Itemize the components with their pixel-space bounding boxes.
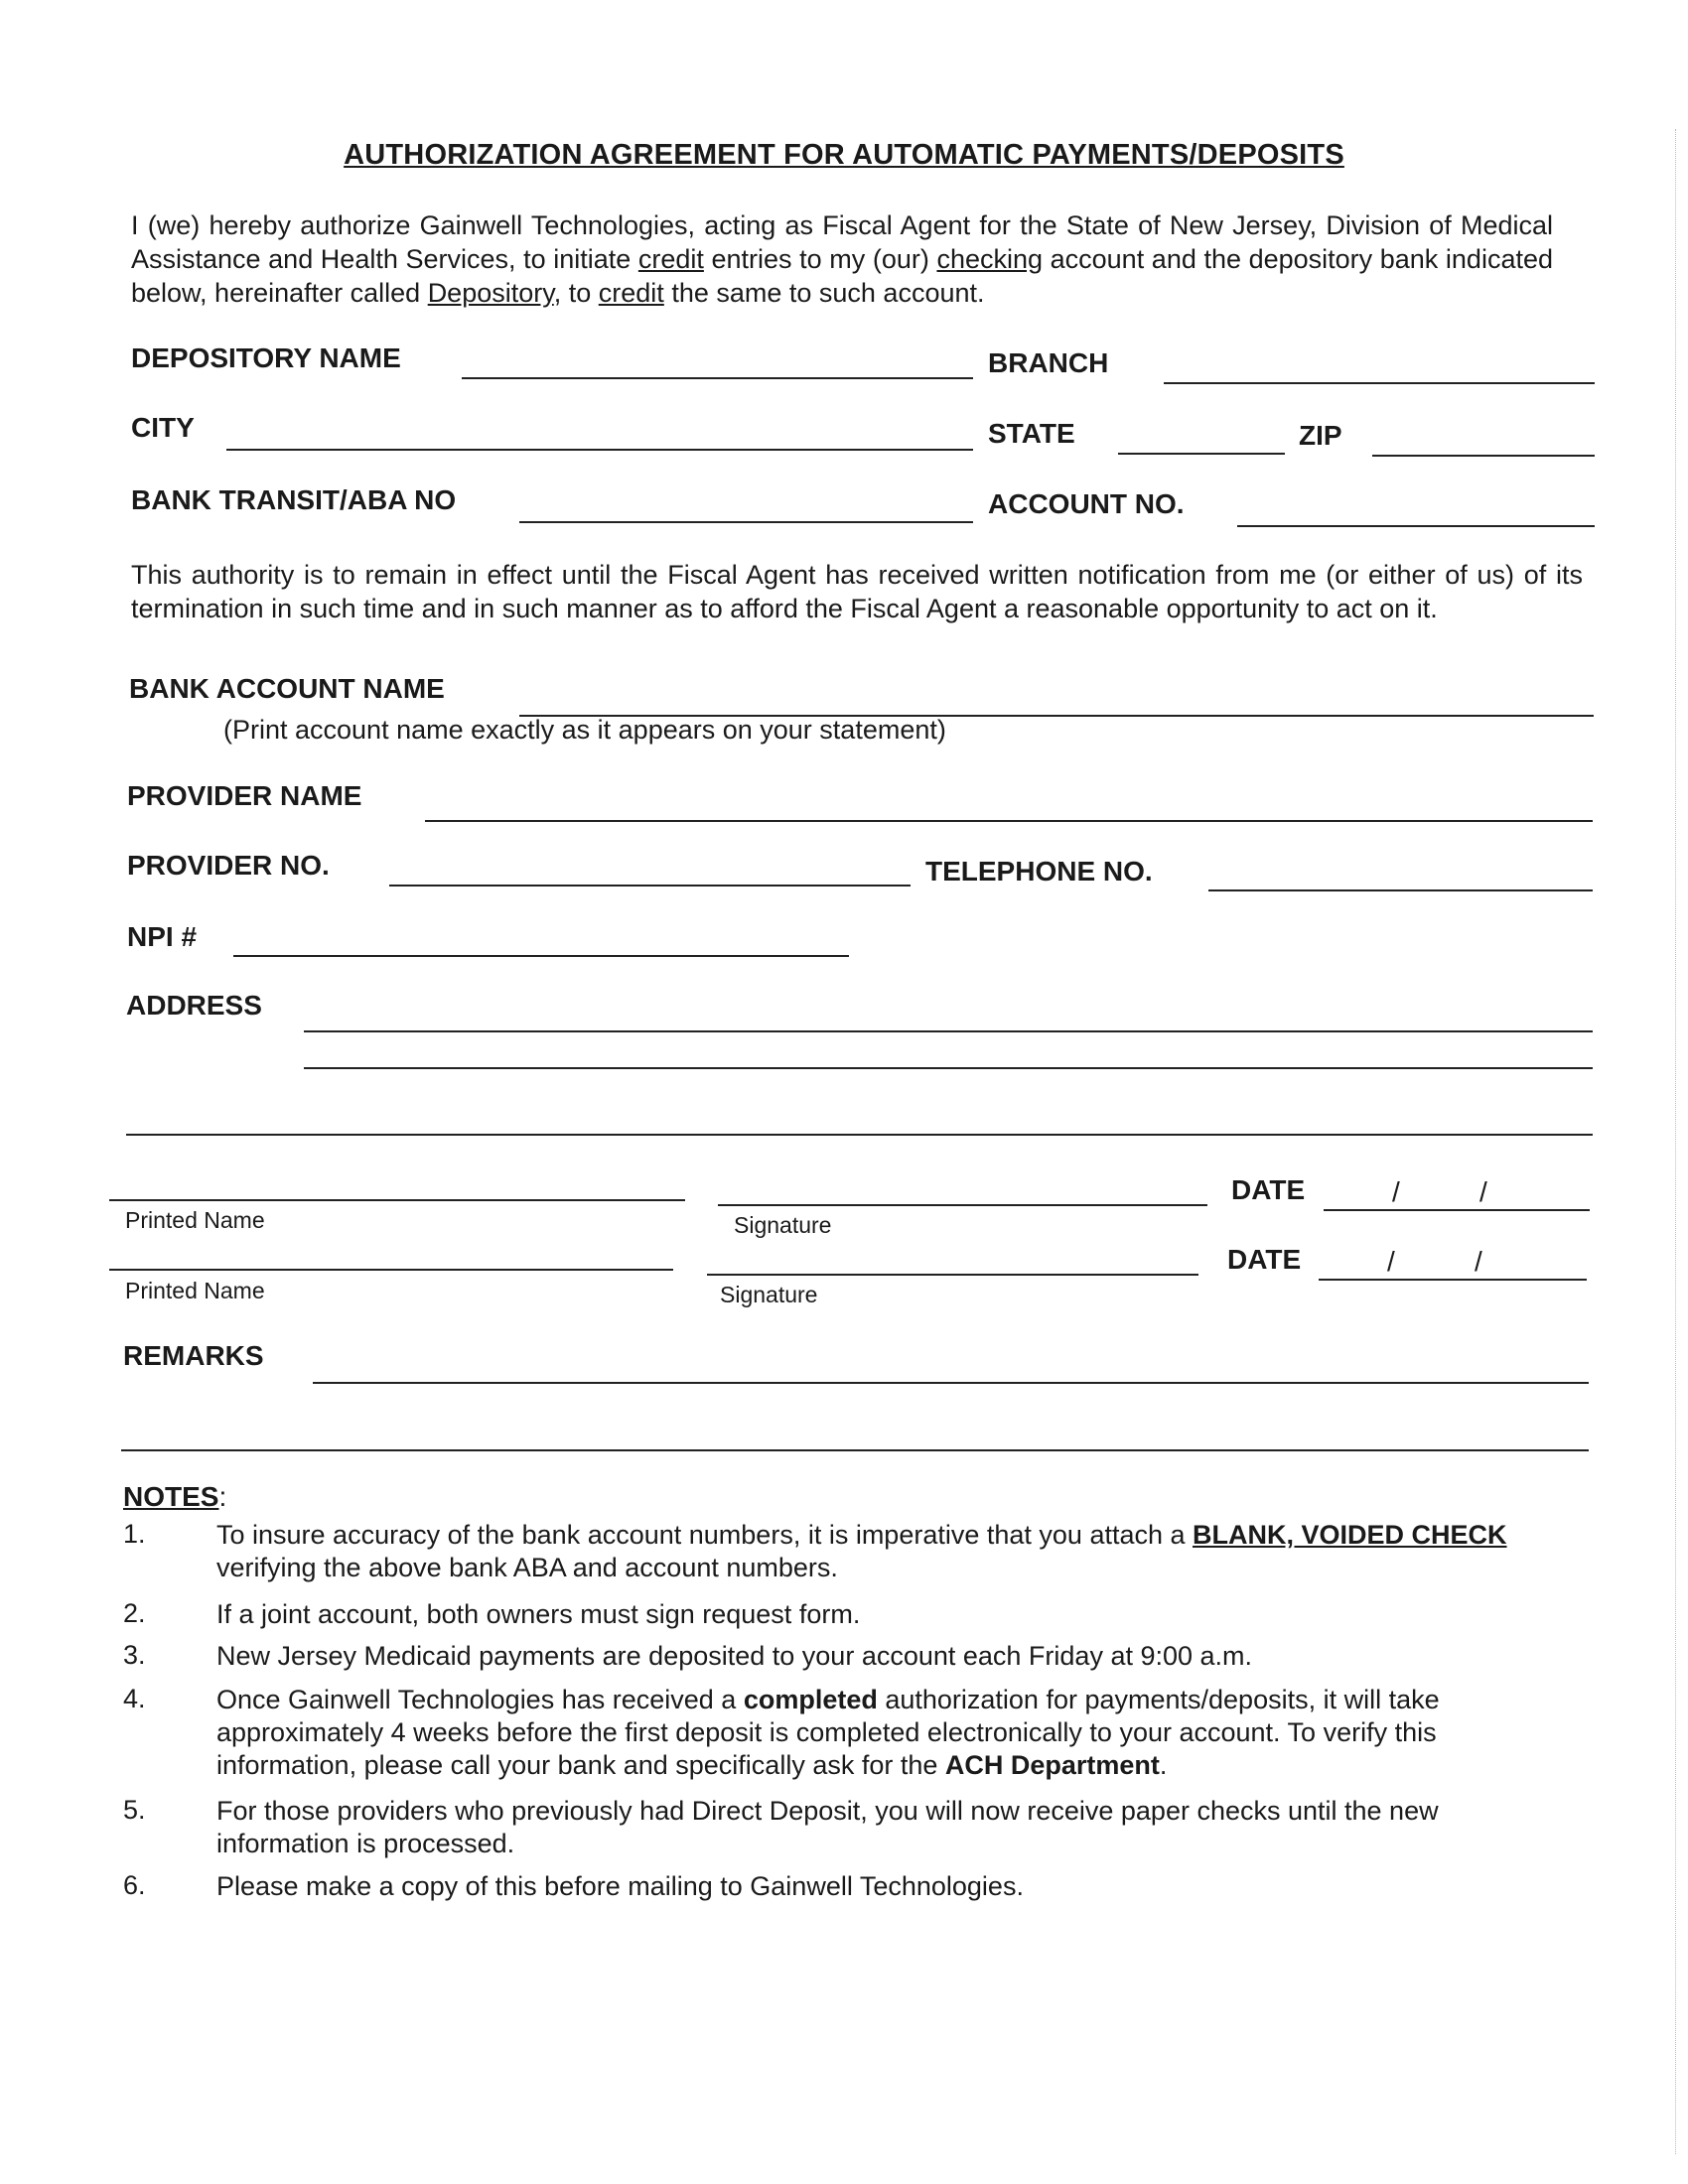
date-slash: / [1387, 1246, 1395, 1277]
date-slash: / [1475, 1246, 1482, 1277]
printed-name-label-2: Printed Name [125, 1278, 265, 1303]
form-title: AUTHORIZATION AGREEMENT FOR AUTOMATIC PAYMENTS/DEPOSITS [344, 139, 1344, 171]
note-number: 1. [123, 1519, 146, 1549]
address-line-3[interactable] [126, 1134, 1593, 1136]
signature-label-1: Signature [734, 1212, 832, 1238]
note-item-2: If a joint account, both owners must sign request form. [216, 1599, 861, 1629]
printed-name-field-1[interactable] [109, 1199, 685, 1201]
note-number: 3. [123, 1640, 146, 1670]
npi-label: NPI # [127, 921, 198, 952]
depository-name-field[interactable] [462, 377, 973, 379]
date-slash: / [1392, 1176, 1400, 1207]
authority-paragraph: This authority is to remain in effect until the Fiscal Agent has received written notification from me (or either of us) of its termination in such time and in such manner as to afford the Fiscal Agent a reasonable opportunity to act on it. [131, 560, 1583, 623]
remarks-line-2[interactable] [121, 1449, 1589, 1451]
note-item-1: To insure accuracy of the bank account numbers, it is imperative that you attach a BLANK, VOIDED CHECK verifying the above bank ABA and account numbers. [216, 1520, 1507, 1582]
depository-name-label: DEPOSITORY NAME [131, 342, 401, 373]
provider-name-field[interactable] [425, 820, 1593, 822]
signature-field-1[interactable] [718, 1204, 1207, 1206]
bank-transit-field[interactable] [519, 521, 973, 523]
provider-no-field[interactable] [389, 885, 911, 887]
printed-name-field-2[interactable] [109, 1269, 673, 1271]
npi-field[interactable] [233, 955, 849, 957]
address-label: ADDRESS [126, 990, 262, 1021]
note-item-5: For those providers who previously had Direct Deposit, you will now receive paper checks until the new information is processed. [216, 1796, 1439, 1858]
remarks-line-1[interactable] [313, 1382, 1589, 1384]
provider-no-label: PROVIDER NO. [127, 850, 330, 881]
note-number: 2. [123, 1598, 146, 1628]
signature-field-2[interactable] [707, 1274, 1198, 1276]
date-field-2[interactable] [1319, 1279, 1587, 1281]
zip-field[interactable] [1372, 455, 1595, 457]
branch-label: BRANCH [988, 347, 1109, 378]
date-label-1: DATE [1231, 1174, 1306, 1205]
zip-label: ZIP [1299, 420, 1342, 451]
address-line-1[interactable] [304, 1030, 1593, 1032]
date-slash: / [1479, 1176, 1487, 1207]
account-no-label: ACCOUNT NO. [988, 488, 1185, 519]
note-number: 6. [123, 1870, 146, 1900]
telephone-no-label: TELEPHONE NO. [925, 856, 1153, 887]
note-item-6: Please make a copy of this before mailing to Gainwell Technologies. [216, 1871, 1024, 1901]
address-line-2[interactable] [304, 1067, 1593, 1069]
signature-label-2: Signature [720, 1282, 818, 1307]
city-label: CITY [131, 412, 195, 443]
telephone-no-field[interactable] [1208, 889, 1593, 891]
note-number: 4. [123, 1684, 146, 1713]
intro-paragraph: I (we) hereby authorize Gainwell Technologies, acting as Fiscal Agent for the State of New Jersey, Division of Medical Assistance and Health Services, to initiate credit entries to my (our) checking account and the depository bank indicated below, hereinafter called Depository, to credit the same to such account. [131, 210, 1553, 308]
bank-transit-label: BANK TRANSIT/ABA NO [131, 484, 457, 515]
date-label-2: DATE [1227, 1244, 1302, 1275]
date-field-1[interactable] [1324, 1209, 1590, 1211]
account-no-field[interactable] [1237, 525, 1595, 527]
bank-account-name-hint: (Print account name exactly as it appears on your statement) [223, 715, 946, 745]
branch-field[interactable] [1164, 382, 1595, 384]
page-edge [1675, 129, 1676, 2154]
printed-name-label-1: Printed Name [125, 1207, 265, 1233]
bank-account-name-label: BANK ACCOUNT NAME [129, 673, 445, 704]
city-field[interactable] [226, 449, 973, 451]
notes-heading: NOTES: [123, 1481, 227, 1512]
note-number: 5. [123, 1795, 146, 1825]
note-item-4: Once Gainwell Technologies has received a completed authorization for payments/deposits, it will take approximately 4 weeks before the first deposit is completed electronically to your account. To verify this information, please call your bank and specifically ask for the ACH Department. [216, 1685, 1440, 1780]
state-label: STATE [988, 418, 1075, 449]
provider-name-label: PROVIDER NAME [127, 780, 362, 811]
state-field[interactable] [1118, 453, 1285, 455]
note-item-3: New Jersey Medicaid payments are deposited to your account each Friday at 9:00 a.m. [216, 1641, 1253, 1671]
remarks-label: REMARKS [123, 1340, 264, 1371]
